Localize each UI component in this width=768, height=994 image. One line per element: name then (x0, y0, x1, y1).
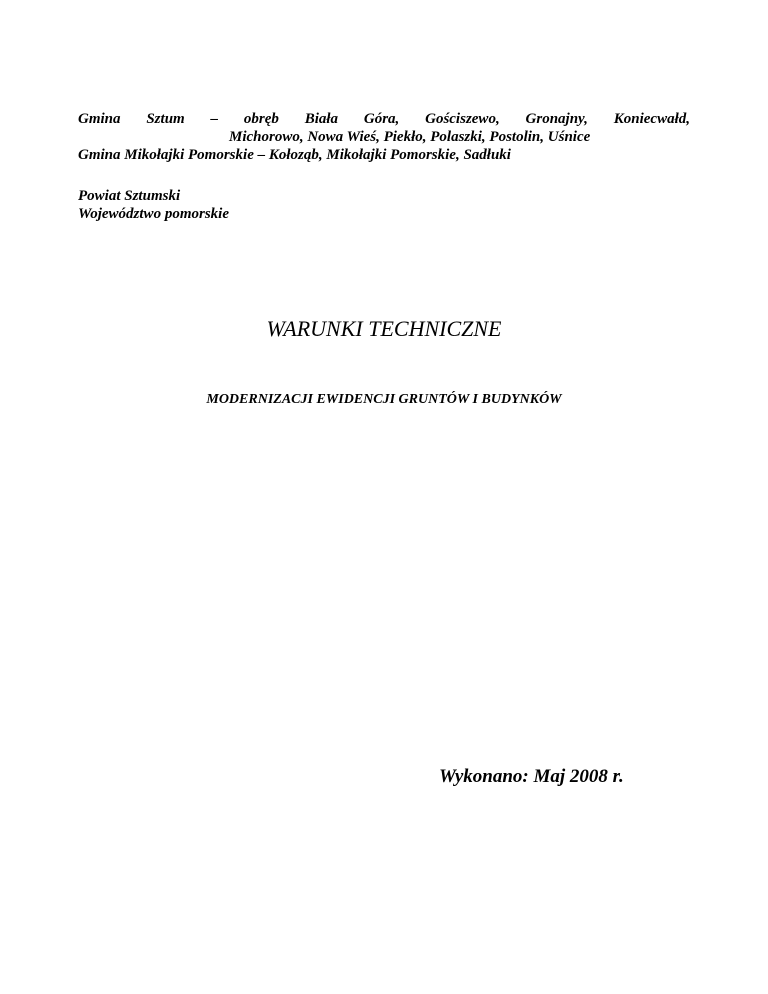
document-subtitle: MODERNIZACJI EWIDENCJI GRUNTÓW I BUDYNKÓW (206, 392, 562, 407)
header-word: Biała (304, 111, 339, 127)
header-word: obręb (243, 111, 279, 127)
header-word: Gmina (78, 111, 121, 127)
header-word: Gościszewo, (425, 111, 500, 127)
header-word: Sztum (146, 111, 185, 127)
header-word: – (210, 111, 219, 127)
header-line-2: Michorowo, Nowa Wieś, Piekło, Polaszki, Postolin, Uśnice (229, 129, 591, 145)
voivodeship-line: Województwo pomorskie (78, 206, 229, 222)
completion-date: Wykonano: Maj 2008 r. (439, 766, 624, 787)
header-word: Gronajny, (525, 111, 588, 127)
header-line-3: Gmina Mikołajki Pomorskie – Kołoząb, Mikołajki Pomorskie, Sadłuki (78, 147, 511, 163)
header-line-1 (78, 110, 690, 129)
county-line: Powiat Sztumski (78, 188, 181, 204)
document-title: WARUNKI TECHNICZNE (266, 316, 502, 341)
header-word: Koniecwałd, (613, 111, 690, 127)
header-word: Góra, (363, 111, 400, 127)
